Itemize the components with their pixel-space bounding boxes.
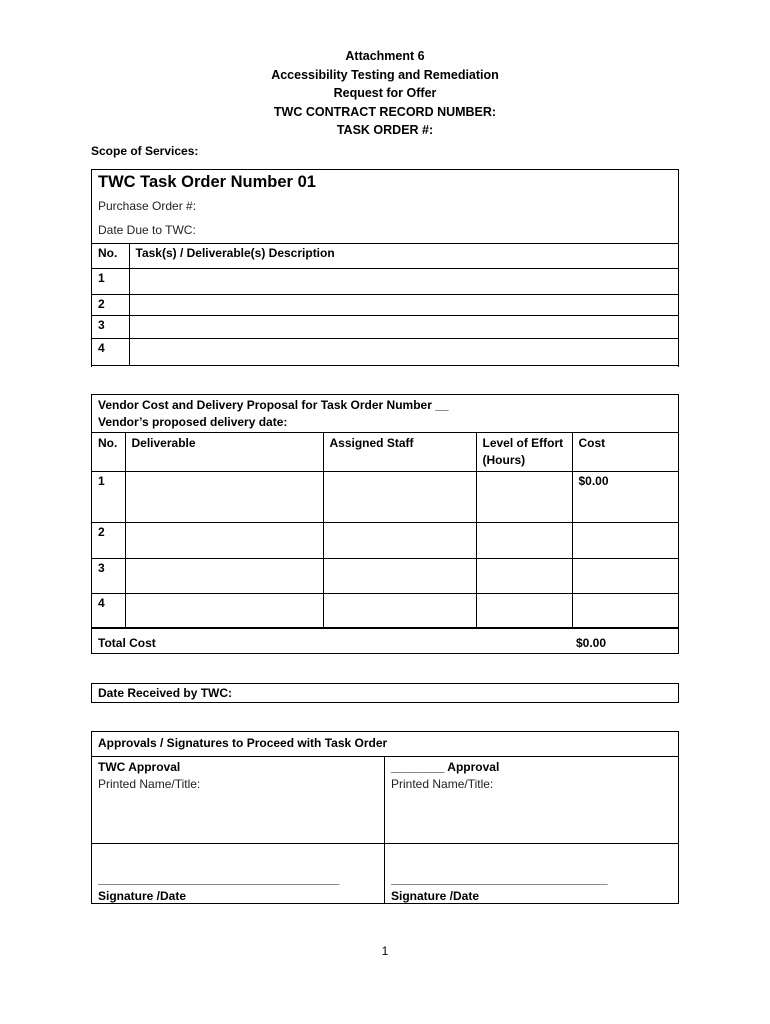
row-number: 2 bbox=[92, 295, 129, 316]
date-received-field[interactable]: Date Received by TWC: bbox=[91, 683, 679, 703]
table-row bbox=[92, 339, 678, 366]
row-number: 3 bbox=[92, 316, 129, 339]
twc-approval-label: TWC Approval bbox=[98, 760, 181, 774]
header-title: Accessibility Testing and Remediation bbox=[271, 67, 499, 82]
description-cell[interactable] bbox=[129, 339, 678, 366]
row-number: 3 bbox=[92, 559, 125, 594]
total-cost-row bbox=[92, 628, 678, 655]
table-header-row bbox=[92, 244, 678, 269]
task-table bbox=[92, 243, 678, 366]
approvals-title: Approvals / Signatures to Proceed with Task Order bbox=[92, 732, 678, 757]
description-cell[interactable] bbox=[129, 295, 678, 316]
vendor-printed-name-label: Printed Name/Title: bbox=[391, 777, 494, 791]
task-order-title: TWC Task Order Number 01 bbox=[98, 173, 316, 191]
approvals-box bbox=[91, 731, 679, 904]
deliverable-cell[interactable] bbox=[125, 594, 323, 628]
table-row bbox=[92, 523, 678, 559]
vendor-proposal-box bbox=[91, 394, 679, 654]
table-row bbox=[92, 316, 678, 339]
assigned-staff-cell[interactable] bbox=[323, 472, 476, 523]
row-number: 4 bbox=[92, 339, 129, 366]
column-header-no: No. bbox=[92, 244, 129, 269]
cost-cell[interactable]: $0.00 bbox=[572, 472, 678, 523]
total-cost-label: Total Cost bbox=[98, 636, 156, 650]
level-of-effort-cell[interactable] bbox=[476, 523, 572, 559]
assigned-staff-cell[interactable] bbox=[323, 559, 476, 594]
task-order-box bbox=[91, 169, 679, 367]
vendor-approval-cell[interactable] bbox=[385, 757, 678, 844]
header-attachment: Attachment 6 bbox=[345, 49, 425, 63]
twc-printed-name-label: Printed Name/Title: bbox=[98, 777, 201, 791]
description-cell[interactable] bbox=[129, 316, 678, 339]
level-of-effort-cell[interactable] bbox=[476, 472, 572, 523]
header-task-order: TASK ORDER #: bbox=[336, 123, 434, 138]
document-header bbox=[0, 47, 770, 140]
row-number: 2 bbox=[92, 523, 125, 559]
level-of-effort-cell[interactable] bbox=[476, 594, 572, 628]
header-subtitle: Request for Offer bbox=[333, 86, 437, 101]
cost-cell[interactable] bbox=[572, 523, 678, 559]
deliverable-cell[interactable] bbox=[125, 559, 323, 594]
total-cost-value: $0.00 bbox=[575, 636, 606, 650]
deliverables-table bbox=[92, 432, 678, 628]
vendor-signature-line: ___________________________________ bbox=[391, 872, 608, 886]
description-cell[interactable] bbox=[129, 269, 678, 295]
page-number: 1 bbox=[381, 944, 389, 958]
assigned-staff-cell[interactable] bbox=[323, 523, 476, 559]
cost-cell[interactable] bbox=[572, 594, 678, 628]
twc-signature-line: _______________________________________ bbox=[98, 872, 339, 886]
table-row bbox=[92, 594, 678, 628]
column-header-level-of-effort: Level of Effort (Hours) bbox=[476, 433, 572, 472]
column-header-no: No. bbox=[92, 433, 125, 472]
assigned-staff-cell[interactable] bbox=[323, 594, 476, 628]
vendor-signature-label: Signature /Date bbox=[391, 889, 480, 903]
row-number: 1 bbox=[92, 472, 125, 523]
header-contract-record: TWC CONTRACT RECORD NUMBER: bbox=[273, 104, 497, 119]
vendor-proposal-title: Vendor Cost and Delivery Proposal for Task Order Number __ bbox=[98, 398, 449, 412]
twc-signature-cell[interactable] bbox=[92, 844, 385, 903]
purchase-order-field[interactable]: Purchase Order #: bbox=[98, 199, 197, 213]
table-row bbox=[92, 269, 678, 295]
column-header-description: Task(s) / Deliverable(s) Description bbox=[129, 244, 678, 269]
vendor-approval-label: ________ Approval bbox=[391, 760, 500, 774]
column-header-assigned-staff: Assigned Staff bbox=[323, 433, 476, 472]
twc-approval-cell[interactable] bbox=[92, 757, 385, 844]
row-number: 4 bbox=[92, 594, 125, 628]
level-of-effort-cell[interactable] bbox=[476, 559, 572, 594]
cost-cell[interactable] bbox=[572, 559, 678, 594]
table-row bbox=[92, 472, 678, 523]
table-header-row bbox=[92, 433, 678, 472]
vendor-delivery-date: Vendor’s proposed delivery date: bbox=[98, 415, 288, 429]
scope-label: Scope of Services: bbox=[91, 144, 199, 158]
column-header-deliverable: Deliverable bbox=[125, 433, 323, 472]
date-due-field[interactable]: Date Due to TWC: bbox=[98, 223, 196, 237]
table-row bbox=[92, 295, 678, 316]
twc-signature-label: Signature /Date bbox=[98, 889, 187, 903]
row-number: 1 bbox=[92, 269, 129, 295]
vendor-signature-cell[interactable] bbox=[385, 844, 678, 903]
table-row bbox=[92, 559, 678, 594]
column-header-cost: Cost bbox=[572, 433, 678, 472]
deliverable-cell[interactable] bbox=[125, 523, 323, 559]
deliverable-cell[interactable] bbox=[125, 472, 323, 523]
